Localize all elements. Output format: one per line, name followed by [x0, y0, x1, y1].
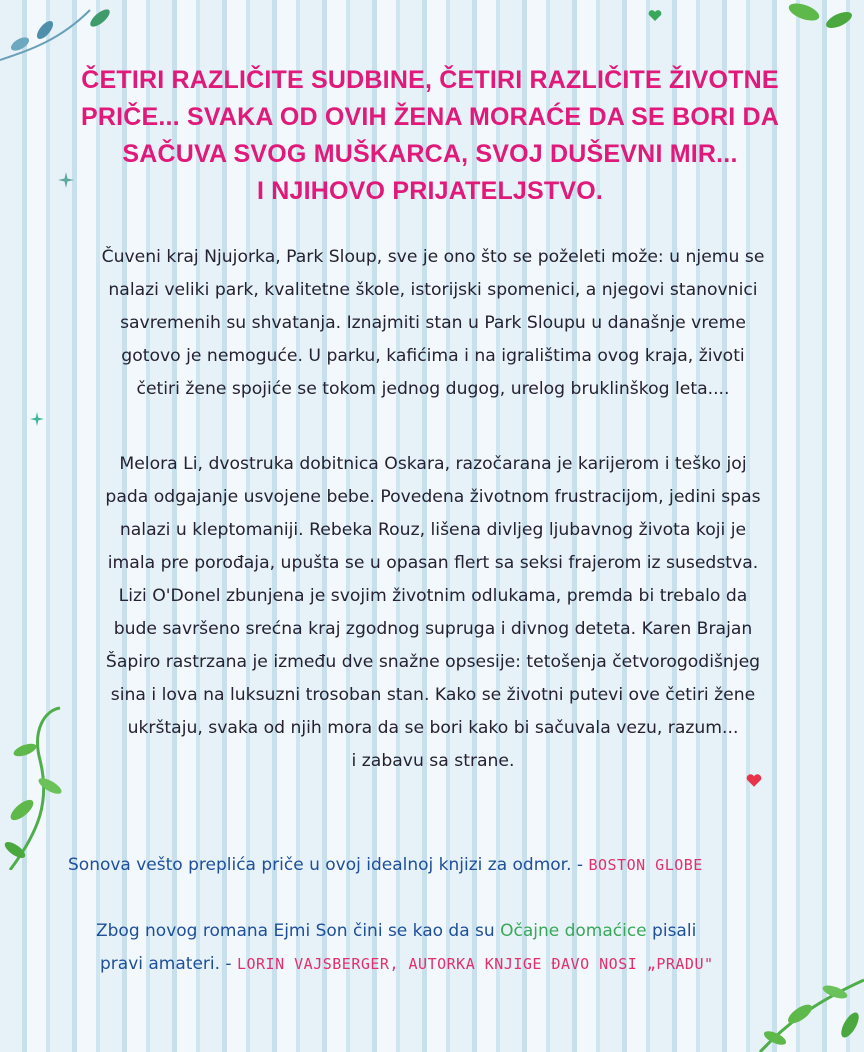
paragraph-line: i zabavu sa strane.	[351, 751, 515, 771]
headline-line: PRIČE... SVAKA OD OVIH ŽENA MORAĆE DA SE BORI DA	[80, 103, 780, 131]
leaf-vine-bottom-right-icon	[740, 930, 864, 1052]
review-quote-2-line-1	[96, 915, 696, 948]
paragraph-line: nalazi veliki park, kvalitetne škole, istorijski spomenici, a njegovi stanovnici	[108, 280, 758, 300]
quote-text: Sonova vešto preplića priče u ovoj idealnoj knjizi za odmor. -	[68, 855, 589, 875]
review-quote-2-line-2	[100, 948, 714, 981]
review-quote-1	[68, 849, 703, 882]
star-icon	[30, 412, 44, 426]
synopsis-paragraph-2	[70, 448, 796, 778]
paragraph-line: nalazi u kleptomaniji. Rebeka Rouz, lišena divljeg ljubavnog života koji je	[119, 520, 747, 540]
headline-line: SAČUVA SVOG MUŠKARCA, SVOJ DUŠEVNI MIR...	[122, 140, 738, 168]
quote-text: pravi amateri. -	[100, 954, 237, 974]
book-title-mention: Očajne domaćice	[500, 921, 647, 941]
paragraph-line: Lizi O'Donel zbunjena je svojim životnim odlukama, premda bi trebalo da	[118, 586, 748, 606]
paragraph-line: Čuveni kraj Njujorka, Park Sloup, sve je ono što se poželeti može: u njemu se	[101, 247, 765, 267]
paragraph-line: savremenih su shvatanja. Iznajmiti stan u Park Sloupu u današnje vreme	[120, 313, 746, 333]
quote-text: pisali	[646, 921, 697, 941]
paragraph-line: ukrštaju, svaka od njih mora da se bori kako bi sačuvala vezu, razum...	[127, 718, 739, 738]
paragraph-line: imala pre porođaja, upušta se u opasan flert sa seksi frajerom iz susedstva.	[107, 553, 759, 573]
quote-source: BOSTON GLOBE	[588, 856, 703, 874]
headline	[70, 62, 790, 210]
paragraph-line: pada odgajanje usvojene bebe. Povedena životnom frustracijom, jedini spas	[105, 487, 761, 507]
paragraph-line: gotovo je nemoguće. U parku, kafićima i na igralištima ovog kraja, životi	[121, 346, 745, 366]
paragraph-line: Šapiro rastrzana je između dve snažne opsesije: tetošenja četvorogodišnjeg	[105, 652, 761, 672]
headline-line: I NJIHOVO PRIJATELJSTVO.	[256, 177, 604, 205]
synopsis-paragraph-1	[70, 241, 796, 406]
paragraph-line: sina i lova na luksuzni trosoban stan. Kako se životni putevi ove četiri žene	[110, 685, 756, 705]
leaf-vine-top-right-icon	[744, 0, 864, 40]
paragraph-line: četiri žene spojiće se tokom jednog dugog, urelog bruklinškog leta....	[136, 379, 730, 399]
leaf-vine-left-icon	[0, 690, 70, 870]
quote-text: Zbog novog romana Ejmi Son čini se kao da su	[96, 921, 501, 941]
paragraph-line: bude savršeno srećna kraj zgodnog supruga i divnog deteta. Karen Brajan	[113, 619, 753, 639]
heart-icon	[648, 10, 662, 22]
headline-line: ČETIRI RAZLIČITE SUDBINE, ČETIRI RAZLIČITE ŽIVOTNE	[81, 66, 779, 94]
quote-source: LORIN VAJSBERGER, AUTORKA KNJIGE ĐAVO NOSI „PRADU"	[236, 955, 714, 973]
paragraph-line: Melora Li, dvostruka dobitnica Oskara, razočarana je karijerom i teško joj	[119, 454, 747, 474]
